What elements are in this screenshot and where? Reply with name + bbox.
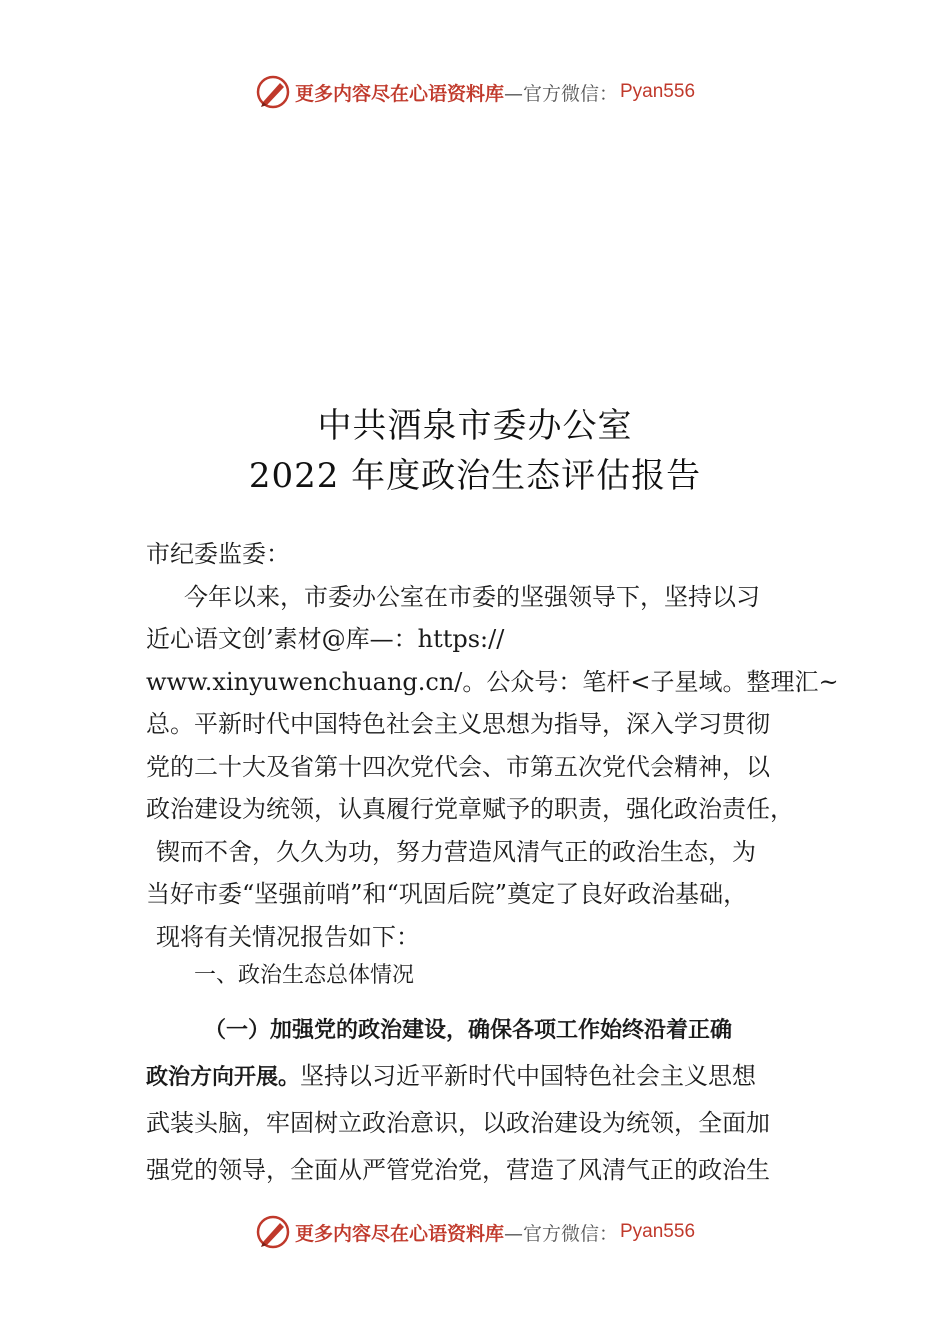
banner-library-text: 更多内容尽在心语资料库 — [294, 1222, 504, 1245]
body-line: 今年以来，市委办公室在市委的坚强领导下，坚持以习 — [184, 582, 760, 611]
para2-line1-rest: 坚持以习近平新时代中国特色社会主义思想 — [300, 1062, 757, 1090]
subheading-part2: 政治方向开展。 — [146, 1065, 301, 1090]
pen-logo-icon — [255, 1214, 291, 1250]
banner-wechat-label: —官方微信： — [503, 1222, 618, 1245]
body-line: 当好市委“坚强前哨”和“巩固后院”奠定了良好政治基础， — [146, 880, 748, 908]
section-body — [146, 1006, 836, 1194]
footer-banner — [0, 1212, 950, 1252]
body-line: 现将有关情况报告如下： — [156, 922, 420, 951]
body-line: 近心语文创’素材@库—：https:// — [146, 625, 505, 653]
pen-logo-icon — [255, 74, 291, 110]
section-heading: 一、政治生态总体情况 — [194, 963, 415, 988]
doc-body — [146, 533, 839, 958]
body-line: 政治建设为统领，认真履行党章赋予的职责，强化政治责任， — [146, 795, 794, 823]
para2-line: 强党的领导，全面从严管党治党，营造了风清气正的政治生 — [146, 1156, 770, 1184]
mixed-line — [146, 1053, 836, 1100]
banner-wechat-id: Pyan556 — [620, 81, 696, 102]
banner-wechat-id: Pyan556 — [620, 1221, 696, 1242]
body-line: 党的二十大及省第十四次党代会、市第五次党代会精神，以 — [146, 752, 770, 781]
doc-title-line1: 中共酒泉市委办公室 — [317, 406, 633, 446]
banner-wechat-label: —官方微信： — [503, 82, 618, 105]
banner-library-text: 更多内容尽在心语资料库 — [294, 82, 504, 105]
body-line: 锲而不舍，久久为功，努力营造风清气正的政治生态，为 — [156, 837, 756, 866]
header-banner — [0, 72, 950, 112]
para2-line: 武装头脑，牢固树立政治意识，以政治建设为统领，全面加 — [146, 1109, 770, 1137]
subheading-line — [146, 1006, 836, 1053]
subheading-part1: （一）加强党的政治建设，确保各项工作始终沿着正确 — [204, 1018, 733, 1043]
body-line: www.xinyuwenchuang.cn/。公众号：笔杆<子星域。整理汇~ — [146, 667, 839, 696]
doc-title-line2: 2022 年度政治生态评估报告 — [248, 456, 702, 496]
addressee: 市纪委监委： — [146, 540, 290, 568]
body-line: 总。平新时代中国特色社会主义思想为指导，深入学习贯彻 — [146, 710, 770, 738]
